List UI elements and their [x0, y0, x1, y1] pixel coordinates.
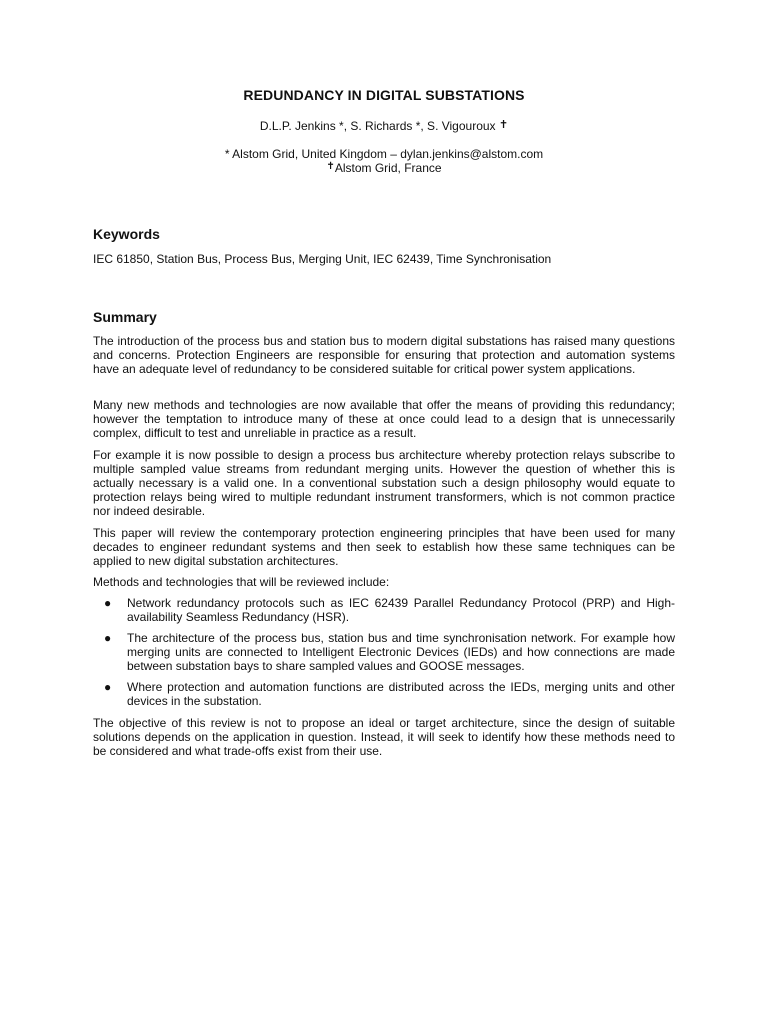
dagger-mark: ✝ — [498, 119, 509, 131]
bullet-icon: ● — [104, 631, 112, 645]
summary-paragraph: Many new methods and technologies are now available that offer the means of providing this redundancy; however the temptation to introduce many of these at once could lead to a design that is unnecessarily complex, difficult to test and unreliable in practice as a result. — [93, 398, 675, 440]
affiliation-france-text: Alstom Grid, France — [334, 161, 442, 175]
bullet-icon: ● — [104, 680, 112, 694]
summary-paragraph: For example it is now possible to design a process bus architecture whereby protection relays subscribe to multiple sampled value streams from redundant merging units. However the question of whether this is actually necessary is a valid one. In a conventional substation such a design philosophy would equate to protection relays being wired to multiple redundant instrument transformers, which is not common practice nor indeed desirable. — [93, 448, 675, 518]
bullet-text: The architecture of the process bus, station bus and time synchronisation network. For example how merging units are connected to Intelligent Electronic Devices (IEDs) and how connections are made between substation bays to share sampled values and GOOSE messages. — [127, 631, 675, 673]
affiliation-france — [93, 161, 675, 175]
author-names: D.L.P. Jenkins *, S. Richards *, S. Vigouroux — [259, 119, 496, 133]
keywords-heading: Keywords — [93, 226, 160, 242]
bullet-text: Network redundancy protocols such as IEC 62439 Parallel Redundancy Protocol (PRP) and High-availability Seamless Redundancy (HSR). — [127, 596, 675, 624]
bullet-icon: ● — [104, 596, 112, 610]
dagger-mark: ✝ — [326, 161, 335, 172]
summary-heading: Summary — [93, 309, 157, 325]
paper-title: REDUNDANCY IN DIGITAL SUBSTATIONS — [243, 87, 525, 103]
keywords-text: IEC 61850, Station Bus, Process Bus, Merging Unit, IEC 62439, Time Synchronisation — [93, 252, 552, 266]
summary-paragraph: The introduction of the process bus and station bus to modern digital substations has raised many questions and concerns. Protection Engineers are responsible for ensuring that protection and automation systems have an adequate level of redundancy to be considered suitable for critical power system applications. — [93, 334, 675, 376]
summary-paragraph: Methods and technologies that will be reviewed include: — [93, 575, 390, 589]
summary-paragraph: The objective of this review is not to propose an ideal or target architecture, since the design of suitable solutions depends on the application in question. Instead, it will seek to identify how these methods need to be considered and what trade-offs exist from their use. — [93, 716, 675, 758]
author-line — [93, 119, 675, 133]
bullet-text: Where protection and automation functions are distributed across the IEDs, merging units and other devices in the substation. — [127, 680, 675, 708]
affiliation-uk: * Alstom Grid, United Kingdom – dylan.jenkins@alstom.com — [224, 147, 544, 161]
summary-paragraph: This paper will review the contemporary protection engineering principles that have been used for many decades to engineer redundant systems and then seek to establish how these same techniques can be applied to new digital substation architectures. — [93, 526, 675, 568]
